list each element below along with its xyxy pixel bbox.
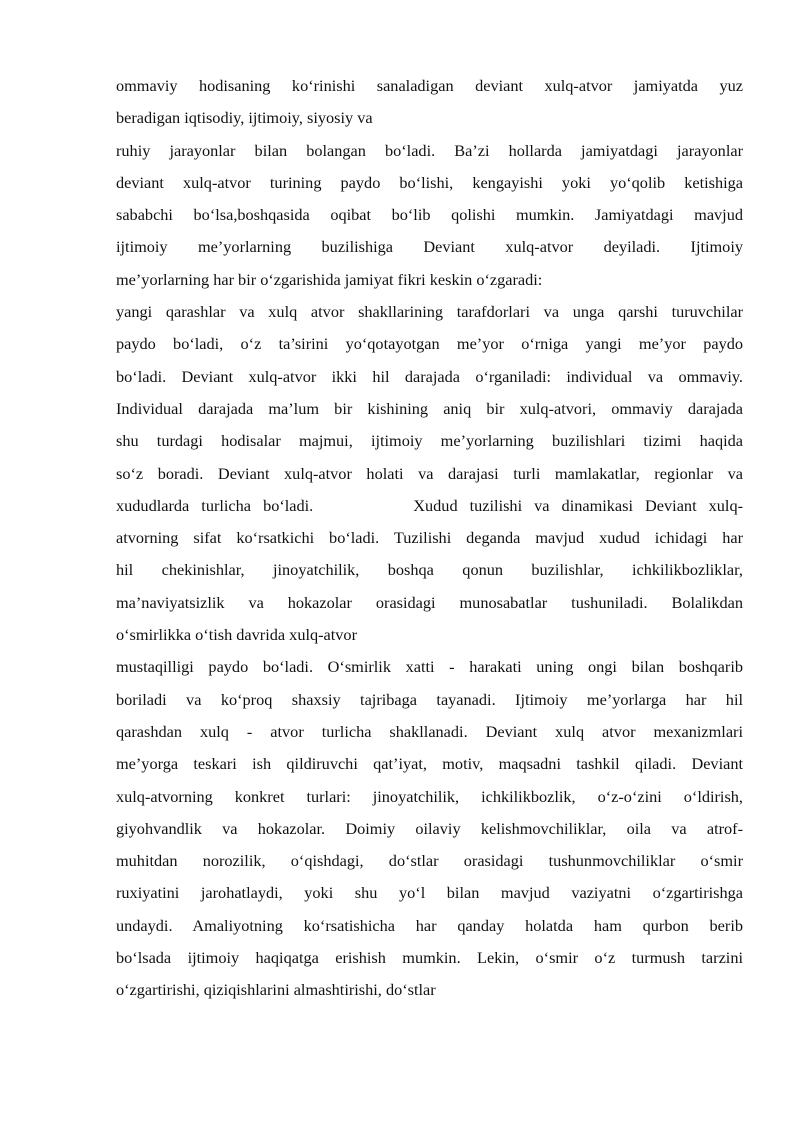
text-line [116,684,743,716]
text-line [116,974,743,1006]
text-line-content: so‘z boradi. Deviant xulq-atvor holati va darajasi turli mamlakatlar, regionlar va [116,463,743,483]
text-line-content: me’yorga teskari ish qildiruvchi qat’iyat, motiv, maqsadni tashkil qiladi. Deviant [116,754,743,774]
text-line [116,102,743,134]
text-line-content: ma’naviyatsizlik va hokazolar orasidagi munosabatlar tushuniladi. Bolalikdan [116,592,743,612]
text-line-content: atvorning sifat ko‘rsatkichi bo‘ladi. Tuzilishi deganda mavjud xudud ichidagi har [116,528,743,548]
text-line [116,296,743,328]
document-body [116,70,743,1007]
text-line-content: xulq-atvorning konkret turlari: jinoyatchilik, ichkilikbozlik, o‘z-o‘zini o‘ldirish, [116,786,743,806]
text-line [116,264,743,296]
text-line [116,135,743,167]
text-line-content: boriladi va ko‘proq shaxsiy tajribaga tayanadi. Ijtimoiy me’yorlarga har hil [116,689,743,709]
text-line-content: undaydi. Amaliyotning ko‘rsatishicha har qanday holatda ham qurbon berib [116,915,743,935]
text-line [116,877,743,909]
text-line [116,231,743,263]
text-line [116,910,743,942]
text-line [116,587,743,619]
text-line [116,942,743,974]
text-line-content: yangi qarashlar va xulq atvor shakllarining tarafdorlari va unga qarshi turuvchilar [116,302,743,322]
text-line-content: giyohvandlik va hokazolar. Doimiy oilaviy kelishmovchiliklar, oila va atrof- [116,818,743,838]
text-line-content: shu turdagi hodisalar majmui, ijtimoiy me’yorlarning buzilishlari tizimi haqida [116,431,743,451]
text-line-content: o‘smirlikka o‘tish davrida xulq-atvor [116,625,357,645]
text-line-content: xududlarda turlicha bo‘ladi. [116,495,314,515]
text-line [116,781,743,813]
text-line [116,328,743,360]
text-line [116,522,743,554]
text-line-content: mustaqilligi paydo bo‘ladi. O‘smirlik xatti - harakati uning ongi bilan boshqarib [116,657,743,677]
text-line [116,458,743,490]
text-line [116,554,743,586]
text-line-content: ommaviy hodisaning ko‘rinishi sanaladigan deviant xulq-atvor jamiyatda yuz [116,76,743,95]
text-line-content: paydo bo‘ladi, o‘z ta’sirini yo‘qotayotgan me’yor o‘rniga yangi me’yor paydo [116,334,743,354]
text-line [116,167,743,199]
text-line-content: bo‘ladi. Deviant xulq-atvor ikki hil darajada o‘rganiladi: individual va ommaviy. [116,366,743,386]
text-line-content: ruxiyatini jarohatlaydi, yoki shu yo‘l bilan mavjud vaziyatni o‘zgartirishga [116,883,743,903]
text-line [116,70,743,102]
text-line-content: ruhiy jarayonlar bilan bolangan bo‘ladi. Ba’zi hollarda jamiyatdagi jarayonlar [116,140,743,160]
text-line-content: sababchi bo‘lsa,boshqasida oqibat bo‘lib qolishi mumkin. Jamiyatdagi mavjud [116,205,743,225]
text-line [116,716,743,748]
text-line-content: deviant xulq-atvor turining paydo bo‘lishi, kengayishi yoki yo‘qolib ketishiga [116,172,743,192]
text-line-content: bo‘lsada ijtimoiy haqiqatga erishish mumkin. Lekin, o‘smir o‘z turmush tarzini [116,948,743,968]
text-line-content: hil chekinishlar, jinoyatchilik, boshqa qonun buzilishlar, ichkilikbozliklar, [116,560,743,580]
text-line [116,813,743,845]
text-line [116,651,743,683]
text-line-content: qarashdan xulq - atvor turlicha shakllanadi. Deviant xulq atvor mexanizmlari [116,721,743,741]
text-line-tail: Xudud tuzilishi va dinamikasi Deviant xulq- [413,495,743,515]
text-line-content: beradigan iqtisodiy, ijtimoiy, siyosiy va [116,108,373,128]
text-line-content: Individual darajada ma’lum bir kishining aniq bir xulq-atvori, ommaviy darajada [116,398,743,418]
text-line [116,393,743,425]
text-line-content: me’yorlarning har bir o‘zgarishida jamiyat fikri keskin o‘zgaradi: [116,269,543,289]
text-line-content: ijtimoiy me’yorlarning buzilishiga Deviant xulq-atvor deyiladi. Ijtimoiy [116,237,743,257]
text-line [116,361,743,393]
text-line [116,748,743,780]
text-line [116,619,743,651]
text-line [116,199,743,231]
text-line [116,845,743,877]
text-line-content: muhitdan norozilik, o‘qishdagi, do‘stlar orasidagi tushunmovchiliklar o‘smir [116,851,743,871]
text-line [116,425,743,457]
text-line [116,490,743,522]
text-line-content: o‘zgartirishi, qiziqishlarini almashtirishi, do‘stlar [116,980,436,1000]
